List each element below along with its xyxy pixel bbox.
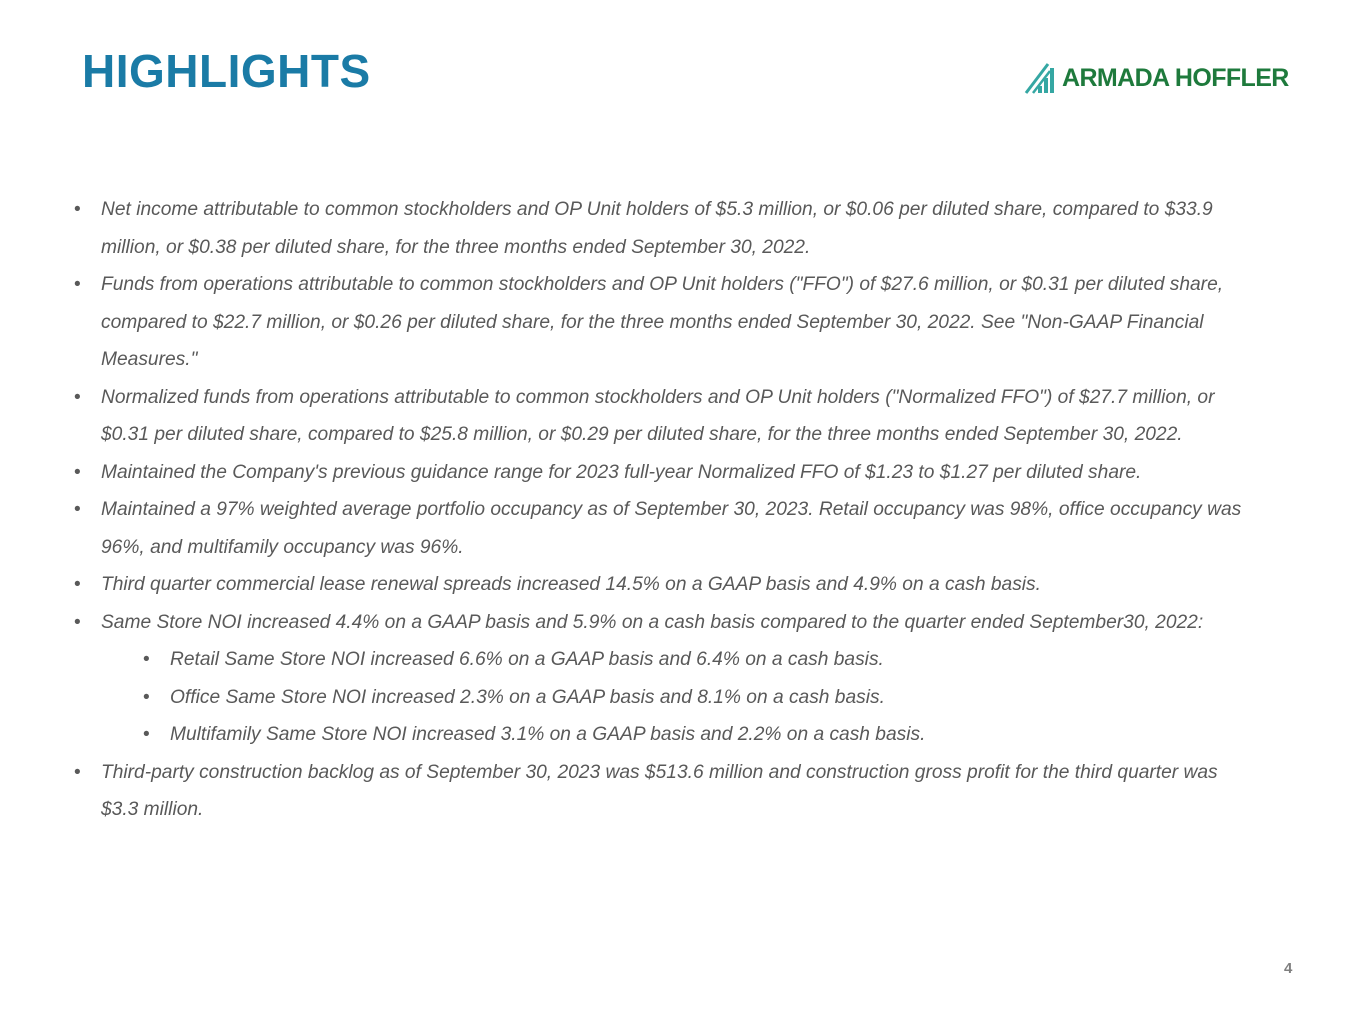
sub-bullet-retail-noi: • Retail Same Store NOI increased 6.6% on a GAAP basis and 6.4% on a cash basis. xyxy=(143,641,1254,679)
page-title: HIGHLIGHTS xyxy=(82,45,371,97)
bullet-occupancy: • Maintained a 97% weighted average portfolio occupancy as of September 30, 2023. Retail occupancy was 98%, office occupancy was 96%, and multifamily occupancy was 96%. xyxy=(74,491,1254,566)
company-logo xyxy=(1024,62,1289,94)
sub-bullet-office-noi: • Office Same Store NOI increased 2.3% on a GAAP basis and 8.1% on a cash basis. xyxy=(143,679,1254,717)
highlights-list xyxy=(74,191,1254,829)
bullet-normalized-ffo: • Normalized funds from operations attributable to common stockholders and OP Unit holders ("Normalized FFO") of $27.7 million, or $0.31 per diluted share, compared to $25.8 million, or $0.29 per diluted share, for the three months ended September 30, 2022. xyxy=(74,379,1254,454)
logo-mark-icon xyxy=(1024,62,1056,94)
logo-wordmark: ARMADA HOFFLER xyxy=(1062,63,1289,92)
bullet-lease-spreads: • Third quarter commercial lease renewal spreads increased 14.5% on a GAAP basis and 4.9% on a cash basis. xyxy=(74,566,1254,604)
sub-bullet-multifamily-noi: • Multifamily Same Store NOI increased 3.1% on a GAAP basis and 2.2% on a cash basis. xyxy=(143,716,1254,754)
same-store-noi-text: Same Store NOI increased 4.4% on a GAAP basis and 5.9% on a cash basis compared to the quarter ended September30, 2022: xyxy=(101,611,1204,633)
page-number: 4 xyxy=(1284,960,1293,977)
same-store-noi-sublist xyxy=(101,641,1254,754)
bullet-construction-backlog: • Third-party construction backlog as of September 30, 2023 was $513.6 million and construction gross profit for the third quarter was $3.3 million. xyxy=(74,754,1254,829)
bullet-net-income: • Net income attributable to common stockholders and OP Unit holders of $5.3 million, or $0.06 per diluted share, compared to $33.9 million, or $0.38 per diluted share, for the three months ended September 30, 2022. xyxy=(74,191,1254,266)
bullet-ffo: • Funds from operations attributable to common stockholders and OP Unit holders ("FFO") of $27.6 million, or $0.31 per diluted share, compared to $22.7 million, or $0.26 per diluted share, for the three months ended September 30, 2022. See "Non-GAAP Financial Measures." xyxy=(74,266,1254,379)
bullet-same-store-noi xyxy=(74,604,1254,754)
bullet-guidance: • Maintained the Company's previous guidance range for 2023 full-year Normalized FFO of $1.23 to $1.27 per diluted share. xyxy=(74,454,1254,492)
